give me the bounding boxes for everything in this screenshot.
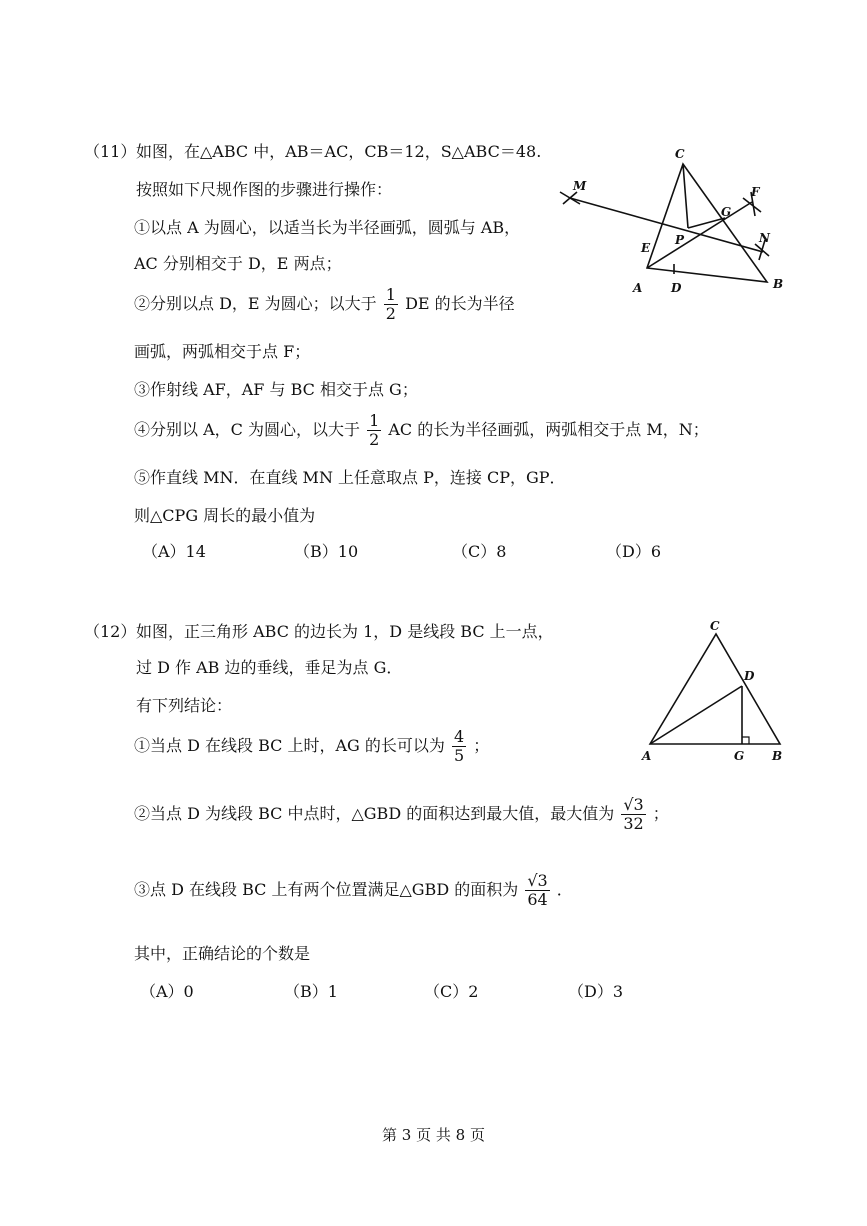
right-angle-mark xyxy=(742,737,749,744)
q12-conclusion2-tail: ； xyxy=(652,804,669,823)
q11-line-7: ③作射线 AF，AF 与 BC 相交于点 G； xyxy=(134,380,418,399)
q12-option-d[interactable]: （D）3 xyxy=(568,982,624,1001)
ray-af xyxy=(647,202,752,268)
q12-line-7: 其中，正确结论的个数是 xyxy=(134,944,311,963)
q11-geometry-figure xyxy=(555,140,795,300)
q11-line-4: AC 分别相交于 D，E 两点； xyxy=(134,254,342,273)
frac-numerator: √3 xyxy=(623,795,644,814)
q12-conclusion3-tail: ． xyxy=(556,880,573,899)
frac-denominator: 2 xyxy=(385,304,396,323)
label-b: B xyxy=(773,277,784,291)
q12-options xyxy=(0,982,867,1004)
q11-line-2: 按照如下尺规作图的步骤进行操作： xyxy=(136,180,393,199)
label-e: E xyxy=(641,241,651,255)
q12-frac-4-5 xyxy=(452,728,466,765)
q12-line-2: 过 D 作 AB 边的垂线，垂足为点 G． xyxy=(136,658,403,677)
q11-step2-tail: DE 的长为半径 xyxy=(405,294,515,313)
q12-geometry-figure xyxy=(630,616,800,770)
q11-option-b[interactable]: （B）10 xyxy=(294,542,359,561)
q12-frac-sqrt3-32 xyxy=(621,796,645,833)
label-a: A xyxy=(642,749,652,763)
q12-conclusion3-text: ③点 D 在线段 BC 上有两个位置满足△GBD 的面积为 xyxy=(134,880,519,899)
q12-option-c[interactable]: （C）2 xyxy=(424,982,479,1001)
q11-line-8 xyxy=(134,412,709,449)
frac-numerator: 1 xyxy=(369,411,380,430)
q12-option-b[interactable]: （B）1 xyxy=(284,982,338,1001)
q12-line-4 xyxy=(134,728,489,765)
line-mn xyxy=(570,198,763,252)
frac-denominator: 5 xyxy=(454,746,465,765)
frac-denominator: 32 xyxy=(623,814,644,833)
q11-step4-text: ④分别以 A，C 为圆心，以大于 xyxy=(134,420,360,439)
label-p: P xyxy=(675,233,685,247)
label-g: G xyxy=(721,205,732,219)
label-d: D xyxy=(671,281,682,295)
segment-cp xyxy=(683,164,688,228)
label-c: C xyxy=(675,147,685,161)
q11-line-10: 则△CPG 周长的最小值为 xyxy=(134,506,316,525)
label-b: B xyxy=(772,749,783,763)
label-a: A xyxy=(633,281,643,295)
label-g: G xyxy=(734,749,745,763)
q11-line-9: ⑤作直线 MN．在直线 MN 上任意取点 P，连接 CP，GP． xyxy=(134,468,566,487)
q11-frac-half-2 xyxy=(367,412,381,449)
frac-numerator: √3 xyxy=(527,871,548,890)
q11-line-5 xyxy=(134,286,515,323)
q11-option-a[interactable]: （A）14 xyxy=(142,542,206,561)
label-d: D xyxy=(744,669,755,683)
q12-line-1: 如图，正三角形 ABC 的边长为 1，D 是线段 BC 上一点， xyxy=(136,622,554,641)
q12-option-a[interactable]: （A）0 xyxy=(140,982,194,1001)
q11-frac-half-1 xyxy=(384,286,398,323)
label-n: N xyxy=(759,231,770,245)
triangle-abc xyxy=(650,634,780,744)
page-footer: 第 3 页 共 8 页 xyxy=(382,1126,485,1144)
q12-conclusion1-tail: ； xyxy=(473,736,490,755)
q12-number: （12） xyxy=(84,622,137,641)
q12-line-6 xyxy=(134,872,573,909)
arc-mark-m xyxy=(560,192,580,204)
frac-denominator: 64 xyxy=(527,890,548,909)
q11-line-1: 如图，在△ABC 中，AB＝AC，CB＝12，S△ABC＝48. xyxy=(136,142,542,161)
q11-option-c[interactable]: （C）8 xyxy=(452,542,507,561)
q12-conclusion1-text: ①当点 D 在线段 BC 上时，AG 的长可以为 xyxy=(134,736,445,755)
label-c: C xyxy=(710,619,720,633)
q12-conclusion2-text: ②当点 D 为线段 BC 中点时，△GBD 的面积达到最大值，最大值为 xyxy=(134,804,615,823)
q12-line-3: 有下列结论： xyxy=(136,696,233,715)
q11-option-d[interactable]: （D）6 xyxy=(606,542,662,561)
frac-denominator: 2 xyxy=(369,430,380,449)
q12-line-5 xyxy=(134,796,669,833)
q12-frac-sqrt3-64 xyxy=(525,872,549,909)
q11-step4-tail: AC 的长为半径画弧，两弧相交于点 M，N； xyxy=(388,420,709,439)
frac-numerator: 4 xyxy=(454,727,465,746)
q11-step2-text: ②分别以点 D，E 为圆心；以大于 xyxy=(134,294,377,313)
q11-line-3: ①以点 A 为圆心，以适当长为半径画弧，圆弧与 AB， xyxy=(134,218,521,237)
label-m: M xyxy=(573,179,587,193)
label-f: F xyxy=(751,185,760,199)
q11-number: （11） xyxy=(84,142,137,161)
q11-options xyxy=(0,542,867,564)
frac-numerator: 1 xyxy=(385,285,396,304)
segment-ad xyxy=(650,686,742,744)
q11-line-6: 画弧，两弧相交于点 F； xyxy=(134,342,311,361)
